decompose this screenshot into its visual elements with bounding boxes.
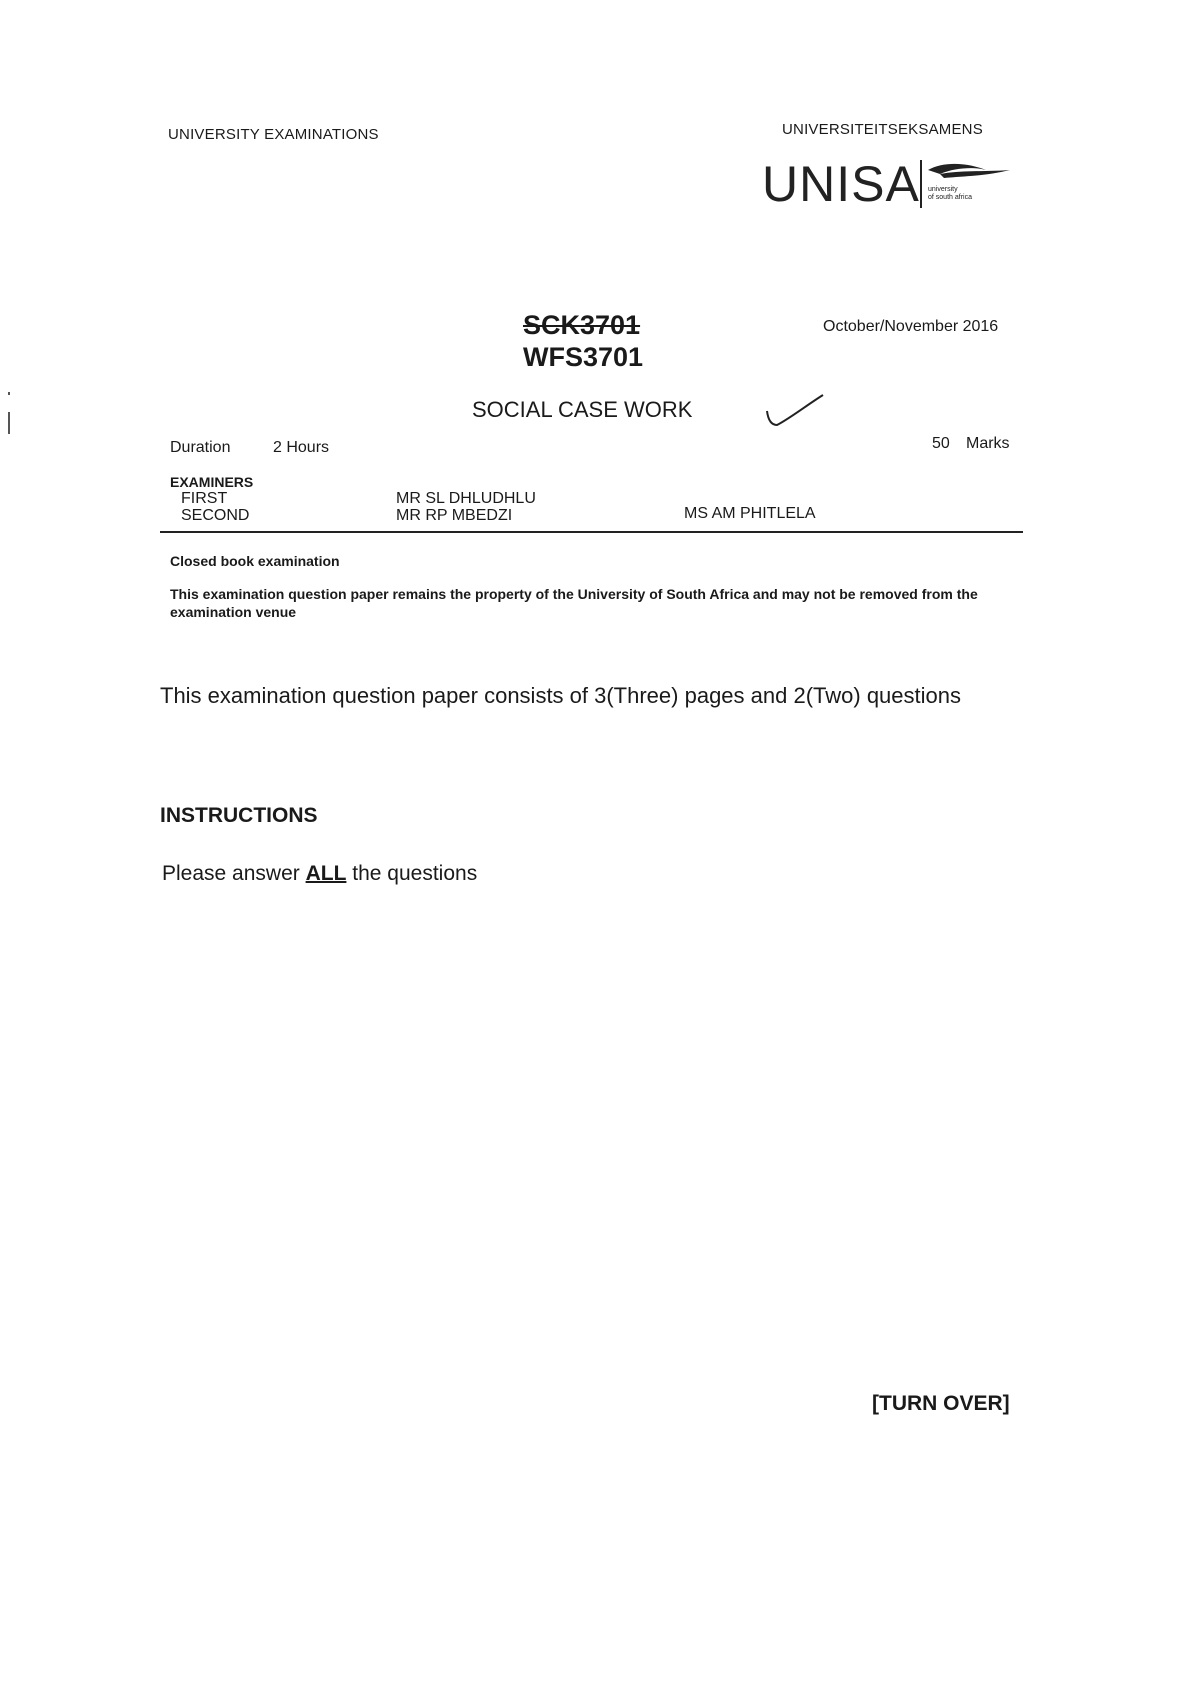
unisa-logo xyxy=(762,158,1012,218)
margin-mark xyxy=(8,392,10,395)
examiner-second-name: MR RP MBEDZI xyxy=(396,507,513,524)
course-code-secondary: WFS3701 xyxy=(523,342,644,372)
property-notice: This examination question paper remains the property of the University of South Africa and may not be removed from the examination venue xyxy=(170,586,978,620)
turn-over: [TURN OVER] xyxy=(872,1392,1010,1415)
examiner-external-name: MS AM PHITLELA xyxy=(684,505,816,522)
instructions-heading: INSTRUCTIONS xyxy=(160,804,318,827)
course-code-primary-text: SCK3701 xyxy=(523,310,641,340)
examiner-first-name: MR SL DHLUDHLU xyxy=(396,490,536,507)
course-code-primary xyxy=(523,310,640,341)
logo-wordmark: UNISA xyxy=(762,156,920,212)
duration-label: Duration xyxy=(170,439,231,456)
marks-label: Marks xyxy=(966,435,1010,452)
paper-composition: This examination question paper consists of 3(Three) pages and 2(Two) questions xyxy=(160,683,961,708)
logo-tagline xyxy=(928,186,972,202)
examiners-heading: EXAMINERS xyxy=(170,474,254,490)
exam-session: October/November 2016 xyxy=(823,318,999,335)
logo-tagline-line2: of south africa xyxy=(928,194,972,201)
divider-rule xyxy=(160,531,1023,533)
logo-tagline-line1: university xyxy=(928,186,958,193)
instruction-line xyxy=(162,862,477,886)
instruction-prefix: Please answer xyxy=(162,862,300,885)
instruction-emphasis: ALL xyxy=(305,862,347,885)
header-left: UNIVERSITY EXAMINATIONS xyxy=(168,126,379,143)
closed-book-notice: Closed book examination xyxy=(170,553,340,569)
instruction-suffix: the questions xyxy=(352,862,478,885)
duration-value: 2 Hours xyxy=(273,439,330,456)
examiner-second-label: SECOND xyxy=(181,507,250,524)
marks-value: 50 xyxy=(932,435,950,452)
examiner-first-label: FIRST xyxy=(181,490,228,507)
header-right: UNIVERSITEITSEKSAMENS xyxy=(782,121,983,138)
checkmark-icon xyxy=(765,393,825,429)
subject-title: SOCIAL CASE WORK xyxy=(472,397,693,422)
logo-bird-icon xyxy=(926,162,1011,186)
margin-mark xyxy=(8,412,10,434)
logo-divider xyxy=(920,160,922,208)
